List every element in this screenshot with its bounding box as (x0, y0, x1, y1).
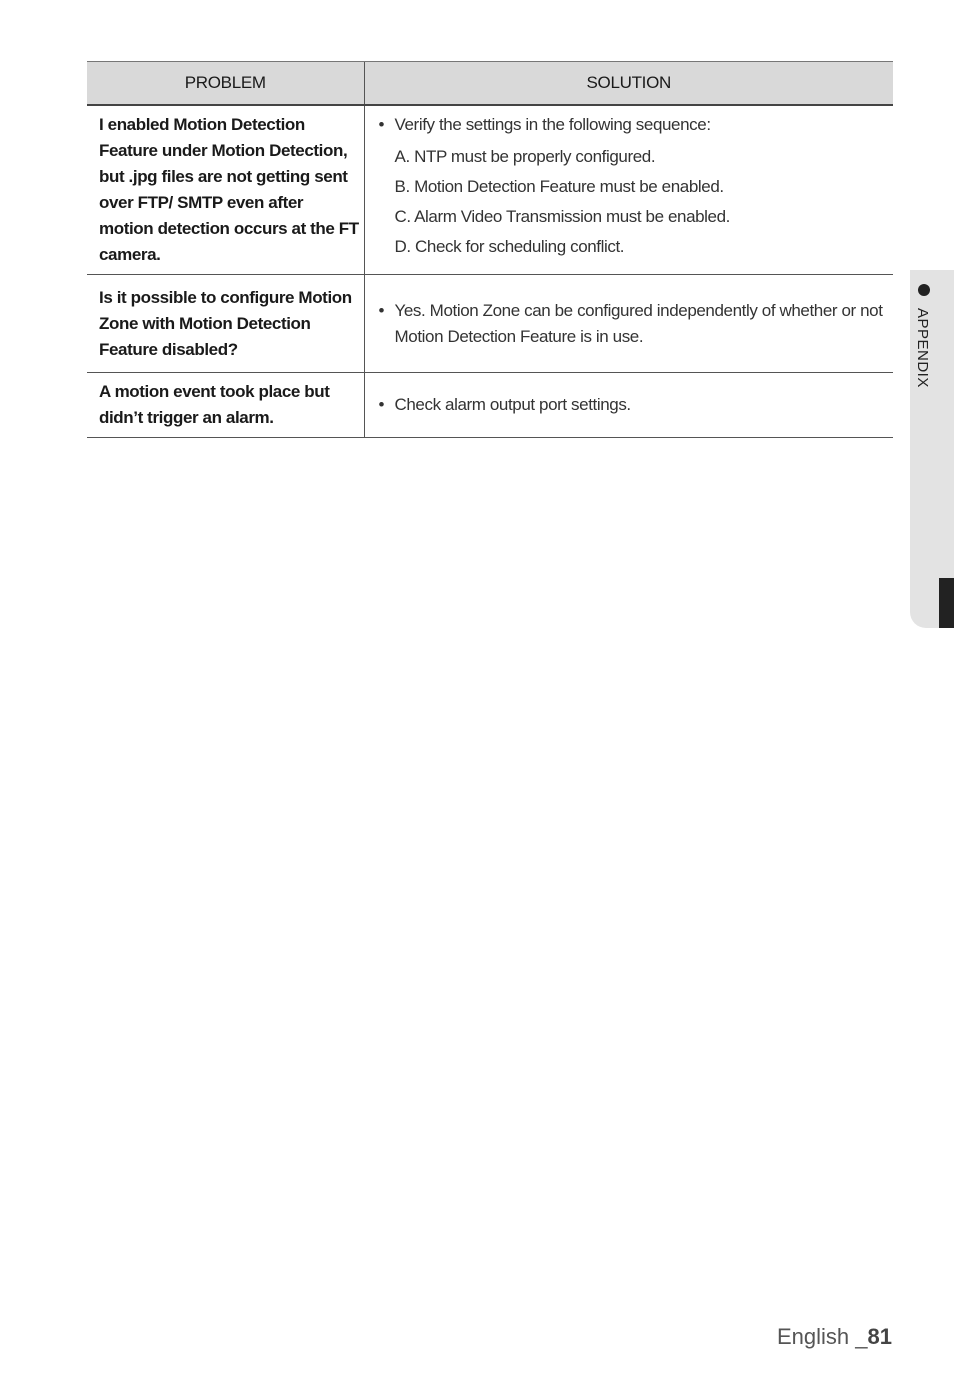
problem-cell: I enabled Motion Detection Feature under Motion Detection, but .jpg files are not getting sent over FTP/ SMTP even after motion detection occurs at the FT camera. (87, 105, 364, 275)
troubleshooting-table (87, 61, 893, 438)
header-problem: PROBLEM (87, 62, 364, 106)
table-row (87, 373, 893, 438)
bullet-dot-icon (918, 284, 930, 296)
solution-step: B. Motion Detection Feature must be enabled. (394, 177, 724, 196)
solution-step: D. Check for scheduling conflict. (394, 237, 625, 256)
solution-text: Yes. Motion Zone can be configured independently of whether or not Motion Detection Feature is in use. (394, 300, 883, 346)
problem-cell: Is it possible to configure Motion Zone with Motion Detection Feature disabled? (87, 275, 364, 373)
solution-bullet (379, 392, 884, 418)
bullet-icon: • (378, 395, 385, 414)
footer-language: English _ (777, 1324, 868, 1349)
table-header-row (87, 62, 893, 106)
table-row (87, 105, 893, 275)
header-solution: SOLUTION (364, 62, 893, 106)
side-tab-marker (939, 578, 954, 628)
problem-cell: A motion event took place but didn’t trigger an alarm. (87, 373, 364, 438)
solution-text: Check alarm output port settings. (394, 395, 631, 414)
solution-cell (364, 105, 893, 275)
solution-text: Verify the settings in the following sequence: (394, 115, 711, 134)
bullet-icon: • (378, 300, 385, 320)
side-tab-label: APPENDIX (914, 308, 931, 388)
solution-cell (364, 275, 893, 373)
page-footer (777, 1324, 892, 1350)
bullet-icon: • (378, 115, 385, 134)
solution-cell (364, 373, 893, 438)
page-number: 81 (867, 1324, 892, 1349)
table-row (87, 275, 893, 373)
solution-bullet (379, 298, 884, 350)
solution-step: A. NTP must be properly configured. (394, 147, 656, 166)
solution-bullet (379, 112, 884, 138)
solution-step: C. Alarm Video Transmission must be enabled. (394, 207, 730, 226)
